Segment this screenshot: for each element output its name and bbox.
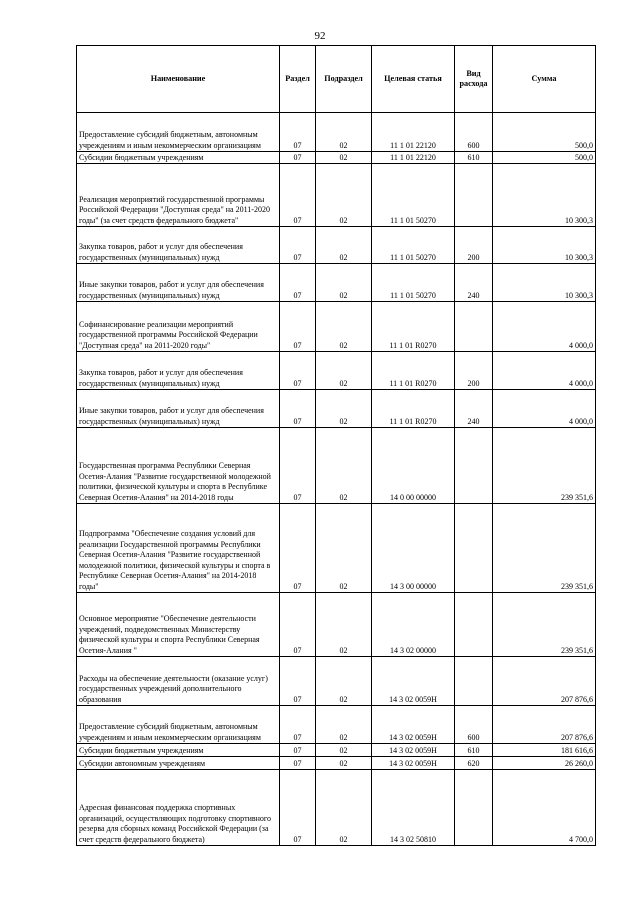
table-row xyxy=(77,352,596,390)
row-name: Государственная программа Республики Северная Осетия-Алания "Развитие государственной молодежной политики, физической культуры и спорта в Республике Северная Осетия-Алания" на 2014-2018 годы xyxy=(77,428,280,504)
row-target: 11 1 01 R0270 xyxy=(372,302,455,352)
table-row xyxy=(77,264,596,302)
row-name: Субсидии бюджетным учреждениям xyxy=(77,744,280,757)
row-expense-type xyxy=(455,504,493,593)
row-name: Иные закупки товаров, работ и услуг для обеспечения государственных (муниципальных) нужд xyxy=(77,264,280,302)
row-subsection: 02 xyxy=(316,770,372,846)
row-section: 07 xyxy=(280,757,316,770)
row-subsection: 02 xyxy=(316,390,372,428)
row-section: 07 xyxy=(280,744,316,757)
row-expense-type: 200 xyxy=(455,227,493,264)
table-row xyxy=(77,390,596,428)
table-row xyxy=(77,164,596,227)
row-subsection: 02 xyxy=(316,227,372,264)
row-expense-type xyxy=(455,302,493,352)
header-name: Наименование xyxy=(77,46,280,113)
budget-table xyxy=(76,45,596,846)
row-name: Субсидии бюджетным учреждениям xyxy=(77,152,280,164)
table-header-row xyxy=(77,46,596,113)
row-sum: 10 300,3 xyxy=(493,164,596,227)
row-sum: 239 351,6 xyxy=(493,593,596,657)
row-subsection: 02 xyxy=(316,164,372,227)
row-section: 07 xyxy=(280,593,316,657)
row-section: 07 xyxy=(280,264,316,302)
row-target: 14 3 00 00000 xyxy=(372,504,455,593)
row-section: 07 xyxy=(280,657,316,706)
row-expense-type xyxy=(455,428,493,504)
row-sum: 26 260,0 xyxy=(493,757,596,770)
table-row xyxy=(77,757,596,770)
row-sum: 4 000,0 xyxy=(493,302,596,352)
row-subsection: 02 xyxy=(316,744,372,757)
row-target: 14 3 02 0059Н xyxy=(372,757,455,770)
row-section: 07 xyxy=(280,152,316,164)
row-sum: 239 351,6 xyxy=(493,428,596,504)
header-subsection: Подраздел xyxy=(316,46,372,113)
row-expense-type xyxy=(455,593,493,657)
row-sum: 10 300,3 xyxy=(493,227,596,264)
row-sum: 181 616,6 xyxy=(493,744,596,757)
row-expense-type xyxy=(455,770,493,846)
table-row xyxy=(77,227,596,264)
row-name: Предоставление субсидий бюджетным, автономным учреждениям и иным некоммерческим организациям xyxy=(77,706,280,744)
row-sum: 4 000,0 xyxy=(493,352,596,390)
row-name: Иные закупки товаров, работ и услуг для обеспечения государственных (муниципальных) нужд xyxy=(77,390,280,428)
row-target: 11 1 01 50270 xyxy=(372,264,455,302)
row-sum: 239 351,6 xyxy=(493,504,596,593)
row-name: Субсидии автономным учреждениям xyxy=(77,757,280,770)
header-expense-type: Вид расхода xyxy=(455,46,493,113)
row-sum: 207 876,6 xyxy=(493,657,596,706)
header-target: Целевая статья xyxy=(372,46,455,113)
row-expense-type: 200 xyxy=(455,352,493,390)
row-expense-type xyxy=(455,657,493,706)
table-row xyxy=(77,593,596,657)
table-row xyxy=(77,113,596,152)
table-row xyxy=(77,706,596,744)
row-name: Предоставление субсидий бюджетным, автономным учреждениям и иным некоммерческим организациям xyxy=(77,113,280,152)
row-section: 07 xyxy=(280,302,316,352)
row-target: 14 3 02 0059Н xyxy=(372,657,455,706)
row-section: 07 xyxy=(280,770,316,846)
table-row xyxy=(77,744,596,757)
row-subsection: 02 xyxy=(316,302,372,352)
row-section: 07 xyxy=(280,390,316,428)
row-expense-type: 600 xyxy=(455,706,493,744)
row-section: 07 xyxy=(280,227,316,264)
row-target: 11 1 01 22120 xyxy=(372,113,455,152)
table-row xyxy=(77,428,596,504)
row-sum: 4 700,0 xyxy=(493,770,596,846)
table-row xyxy=(77,770,596,846)
row-name: Расходы на обеспечение деятельности (оказание услуг) государственных учреждений дополнительного образования xyxy=(77,657,280,706)
row-target: 14 0 00 00000 xyxy=(372,428,455,504)
row-subsection: 02 xyxy=(316,593,372,657)
row-name: Подпрограмма "Обеспечение создания условий для реализации Государственной программы Республики Северная Осетия-Алания "Развитие государственной молодежной политики, физической культуры и спорта в Республике Северная Осетия-Алания" на 2014-2018 годы" xyxy=(77,504,280,593)
row-target: 14 3 02 50810 xyxy=(372,770,455,846)
row-target: 11 1 01 22120 xyxy=(372,152,455,164)
row-target: 11 1 01 R0270 xyxy=(372,352,455,390)
row-expense-type: 240 xyxy=(455,390,493,428)
header-sum: Сумма xyxy=(493,46,596,113)
row-target: 14 3 02 0059Н xyxy=(372,744,455,757)
row-section: 07 xyxy=(280,113,316,152)
row-subsection: 02 xyxy=(316,757,372,770)
row-target: 11 1 01 50270 xyxy=(372,227,455,264)
table-row xyxy=(77,152,596,164)
row-sum: 10 300,3 xyxy=(493,264,596,302)
table-row xyxy=(77,504,596,593)
row-expense-type: 610 xyxy=(455,152,493,164)
row-target: 14 3 02 0059Н xyxy=(372,706,455,744)
row-expense-type xyxy=(455,164,493,227)
row-sum: 4 000,0 xyxy=(493,390,596,428)
row-expense-type: 620 xyxy=(455,757,493,770)
row-target: 14 3 02 00000 xyxy=(372,593,455,657)
row-subsection: 02 xyxy=(316,152,372,164)
row-name: Софинансирование реализации мероприятий государственной программы Российской Федерации "Доступная среда" на 2011-2020 годы" xyxy=(77,302,280,352)
row-subsection: 02 xyxy=(316,706,372,744)
header-section: Раздел xyxy=(280,46,316,113)
row-expense-type: 610 xyxy=(455,744,493,757)
row-subsection: 02 xyxy=(316,352,372,390)
row-sum: 500,0 xyxy=(493,152,596,164)
page-number: 92 xyxy=(314,30,326,42)
row-name: Закупка товаров, работ и услуг для обеспечения государственных (муниципальных) нужд xyxy=(77,227,280,264)
row-section: 07 xyxy=(280,428,316,504)
row-sum: 207 876,6 xyxy=(493,706,596,744)
row-subsection: 02 xyxy=(316,113,372,152)
row-name: Основное мероприятие "Обеспечение деятельности учреждений, подведомственных Министерству физической культуры и спорта Республики Северная Осетия-Алания " xyxy=(77,593,280,657)
row-section: 07 xyxy=(280,352,316,390)
row-expense-type: 600 xyxy=(455,113,493,152)
row-subsection: 02 xyxy=(316,504,372,593)
row-name: Закупка товаров, работ и услуг для обеспечения государственных (муниципальных) нужд xyxy=(77,352,280,390)
row-name: Реализация мероприятий государственной программы Российской Федерации "Доступная среда" на 2011-2020 годы" (за счет средств федерального бюджета" xyxy=(77,164,280,227)
row-target: 11 1 01 50270 xyxy=(372,164,455,227)
row-subsection: 02 xyxy=(316,428,372,504)
row-sum: 500,0 xyxy=(493,113,596,152)
row-section: 07 xyxy=(280,164,316,227)
row-target: 11 1 01 R0270 xyxy=(372,390,455,428)
row-expense-type: 240 xyxy=(455,264,493,302)
row-section: 07 xyxy=(280,706,316,744)
table-row xyxy=(77,657,596,706)
table-row xyxy=(77,302,596,352)
row-section: 07 xyxy=(280,504,316,593)
row-subsection: 02 xyxy=(316,657,372,706)
row-name: Адресная финансовая поддержка спортивных организаций, осуществляющих подготовку спортивного резерва для сборных команд Российской Федерации (за счет средств федерального бюджета) xyxy=(77,770,280,846)
row-subsection: 02 xyxy=(316,264,372,302)
